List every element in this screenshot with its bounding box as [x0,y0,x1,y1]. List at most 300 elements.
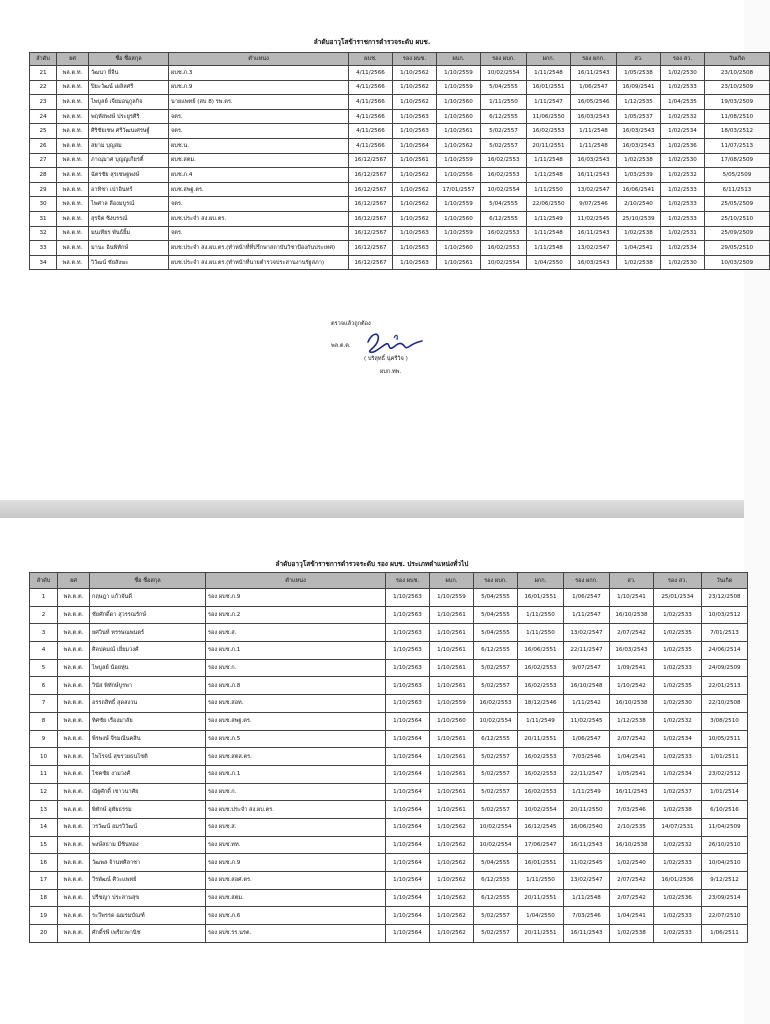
table-cell: 1/10/2564 [386,712,430,730]
table-cell: รอง ผบช.ภ.9 [206,854,386,872]
table-cell: 24 [30,109,57,124]
table-cell: 25/10/2510 [705,211,770,226]
table-cell: พล.ต.ต. [58,889,90,907]
table-cell: 3 [30,624,58,642]
table-cell: 1/04/2541 [617,241,661,256]
table-row [30,748,748,766]
table-cell: 1/10/2561 [430,642,474,660]
table-cell: 1/10/2563 [386,695,430,713]
table-cell: 16/06/2540 [564,818,610,836]
table-cell: ศิลปคมณ์ เยี่ยมวงศ์ [90,642,206,660]
table-cell: 29 [30,182,57,197]
table-cell: 1/10/2563 [393,226,437,241]
table-cell: 1/10/2560 [430,712,474,730]
table-cell: 16/11/2543 [610,783,654,801]
table-row [30,925,748,943]
table-cell: 23/02/2512 [702,765,748,783]
table-cell: มนเทียร พันธ์ยิ้ม [89,226,169,241]
table-cell: พล.ต.ท. [57,197,89,212]
table-cell: 16/11/2543 [571,66,617,81]
table-cell: 16/09/2541 [617,80,661,95]
table-row [30,872,748,890]
table-cell: 6/12/2555 [474,889,518,907]
table-row [30,255,770,270]
table-cell: 2/10/2540 [617,197,661,212]
table-cell: 1/10/2564 [386,925,430,943]
table-row [30,677,748,695]
table-cell: ผบช.ประจำ สง.ผบ.ตร. [169,211,349,226]
table-cell: 16/06/2541 [617,182,661,197]
table-cell: 1/02/2537 [654,783,702,801]
table-cell: 16/12/2545 [518,818,564,836]
table-cell: 1/02/2533 [654,854,702,872]
table-cell: 1/10/2559 [437,153,481,168]
table-cell: 28 [30,168,57,183]
table-cell: 2/10/2535 [610,818,654,836]
table-row [30,182,770,197]
table-cell: 11 [30,765,58,783]
column-header: ผบช. [349,53,393,66]
table-cell: 20/11/2551 [518,730,564,748]
table-cell: 1/10/2561 [430,765,474,783]
table-cell: 16/03/2543 [571,109,617,124]
table-cell: 8 [30,712,58,730]
table-cell: 1/10/2563 [393,241,437,256]
table-header-row [30,53,770,66]
table-cell: 16/10/2538 [610,695,654,713]
table-cell: 1/02/2533 [661,182,705,197]
table-cell: พล.ต.ท. [57,80,89,95]
table-cell: 24/09/2509 [702,659,748,677]
table-cell: 5/04/2555 [474,624,518,642]
table-cell: 34 [30,255,57,270]
table-cell: พีรพงษ์ จีรมณีนคสิน [90,730,206,748]
table-cell: 1/10/2559 [437,66,481,81]
table-cell: 24/06/2514 [702,642,748,660]
table-row [30,197,770,212]
table-cell: 25/09/2509 [705,226,770,241]
table-cell: ผบช.น. [169,138,349,153]
table-cell: พล.ต.ท. [57,211,89,226]
table-cell: 5/04/2555 [481,80,527,95]
table-cell: 16/03/2543 [571,153,617,168]
table-cell: 1/02/2535 [654,624,702,642]
table-cell: พล.ต.ต. [58,712,90,730]
table-row [30,589,748,607]
table-cell: 1/10/2564 [386,872,430,890]
table-cell: 29/05/2510 [705,241,770,256]
table-cell: 1/10/2564 [386,818,430,836]
table-cell: 4/11/2566 [349,138,393,153]
table-cell: 23/12/2508 [702,589,748,607]
table-cell: 5/02/2557 [474,925,518,943]
table-cell: 1/10/2564 [386,783,430,801]
table-cell: รอง ผบช.ภ.1 [206,765,386,783]
table-cell: 13 [30,801,58,819]
table-cell: 3/08/2510 [702,712,748,730]
table-cell: รอง ผบช.ภ.2 [206,606,386,624]
table-cell: 11/02/2545 [564,854,610,872]
signature-image [364,328,426,356]
table-cell: 31 [30,211,57,226]
table-row [30,712,748,730]
table-cell: 1/05/2538 [617,66,661,81]
table-cell: รอง ผบช.ภ.9 [206,589,386,607]
table-cell: พล.ต.ต. [58,836,90,854]
table-cell: สยาม บุญสม [89,138,169,153]
table-cell: 1/10/2563 [386,589,430,607]
table-cell: 1/11/2548 [527,241,571,256]
table-row [30,836,748,854]
table-cell: 16/02/2553 [481,226,527,241]
table-cell: 1/10/2564 [393,138,437,153]
table-cell: 1/01/2514 [702,783,748,801]
table-cell: ระวีพรรด ฌมรมบัณฑ์ [90,907,206,925]
table-cell: 11/08/2510 [705,109,770,124]
table-cell: พล.ต.ต. [58,925,90,943]
table-cell: 5/02/2557 [481,124,527,139]
table-cell: 1/10/2556 [437,168,481,183]
table-cell: 25/10/2539 [617,211,661,226]
table-cell: 1/02/2532 [654,836,702,854]
table-cell: 16/02/2553 [518,659,564,677]
table-cell: 10 [30,748,58,766]
table-cell: รอง ผบช.ภ.8 [206,677,386,695]
table-cell: พล.ต.ต. [58,801,90,819]
table-cell: 1/02/2533 [654,925,702,943]
table-cell: 1/02/2533 [654,748,702,766]
table-cell: พล.ต.ต. [58,589,90,607]
table-cell: รอง ผบช.สตม. [206,889,386,907]
table-cell: วิวัฒน์ ชัยสังฆะ [89,255,169,270]
table-cell: 1/10/2562 [430,818,474,836]
table-row [30,66,770,81]
table-cell: 1/10/2563 [393,255,437,270]
table-cell: 16/05/2546 [571,95,617,110]
table-row [30,241,770,256]
table-row [30,606,748,624]
table-cell: 1/10/2561 [430,730,474,748]
table-header-row [30,573,748,589]
table-cell: 5/05/2509 [705,168,770,183]
table-cell: 1/10/2562 [393,168,437,183]
table-cell: พล.ต.ท. [57,124,89,139]
table-cell: 22 [30,80,57,95]
table-cell: 1/02/2533 [661,197,705,212]
table-cell: พล.ต.ต. [58,748,90,766]
table-cell: 1/11/2548 [527,168,571,183]
table-cell: 4/11/2566 [349,80,393,95]
table-cell: 7/03/2546 [564,748,610,766]
table-cell: 1/02/2538 [610,925,654,943]
table-cell: ชัยศักดิ์ดา สุวรรณรักษ์ [90,606,206,624]
signer-position: ผบก.ทพ. [380,369,402,375]
table-cell: 2/07/2542 [610,872,654,890]
table-cell: 16/12/2567 [349,153,393,168]
table-cell: 1/10/2561 [437,124,481,139]
table-cell: 16/02/2553 [527,124,571,139]
table-cell: 20/11/2550 [564,801,610,819]
table-cell: 16/01/2536 [654,872,702,890]
table-cell: 16/11/2543 [571,226,617,241]
table-cell: ศิริชัยเชษ ศรีวัฒนเศรษฐ์ [89,124,169,139]
table-cell: 10/02/2554 [518,801,564,819]
table-cell: 4/11/2566 [349,109,393,124]
table-cell: 1/10/2561 [393,153,437,168]
table-cell: 1/05/2537 [617,109,661,124]
table-cell: 16/02/2553 [518,783,564,801]
table-cell: 26 [30,138,57,153]
column-header: ลำดับ [30,53,57,66]
table-cell: 1/11/2547 [564,606,610,624]
column-header: ยศ [57,53,89,66]
table-cell: ผบช.ภ.9 [169,80,349,95]
table-cell: 1/10/2563 [386,606,430,624]
column-header: ตำแหน่ง [206,573,386,589]
table-cell: 1/02/2534 [661,241,705,256]
table-cell: 5/02/2557 [474,801,518,819]
column-header: รอง ผกก. [571,53,617,66]
table-cell: 1/11/2548 [571,138,617,153]
table-cell: 22/11/2547 [564,642,610,660]
table-cell: 16 [30,854,58,872]
table-cell: 1/02/2538 [617,153,661,168]
table-cell: พล.ต.ต. [58,854,90,872]
column-header: วันเกิด [702,573,748,589]
table-cell: 9 [30,730,58,748]
table-cell: ภาณุมาศ บุญญเกียรติ์ [89,153,169,168]
table-cell: 1/02/2534 [654,765,702,783]
table-cell: 1/10/2561 [430,606,474,624]
table-cell: 1/02/2532 [654,712,702,730]
table-cell: 1/10/2564 [386,730,430,748]
table-cell: ผบช.ประจำ สง.ผบ.ตร.(ทำหน้าที่นายตำรวจประสานงานรัฐสภา) [169,255,349,270]
table-cell: 1/12/2538 [610,712,654,730]
table-cell: 10/02/2554 [474,712,518,730]
table-cell: 6/12/2555 [474,642,518,660]
column-header: รอง ผกก. [564,573,610,589]
table-cell: 16/03/2543 [571,255,617,270]
table-cell: 1/02/2535 [654,642,702,660]
table-cell: ไชคชัย งามวงศ์ [90,765,206,783]
table-cell: พล.ต.ท. [57,255,89,270]
table-cell: 30 [30,197,57,212]
table-cell: พล.ต.ท. [57,182,89,197]
table-cell: 1/04/2541 [610,748,654,766]
table-cell: 16/12/2567 [349,255,393,270]
table-cell: 20/11/2551 [518,889,564,907]
table-cell: 1/06/2547 [564,730,610,748]
table-cell: 1/04/2550 [527,255,571,270]
page-2-title: ลำดับอาวุโสข้าราชการตำรวจระดับ รอง ผบช. ประเภทตำแหน่งทั่วไป [275,560,469,568]
table-cell: 1/10/2563 [386,642,430,660]
table-cell: 10/02/2554 [481,255,527,270]
table-cell: 1/11/2550 [481,95,527,110]
table-cell: 11/04/2509 [702,818,748,836]
table-row [30,109,770,124]
table-cell: 1/02/2534 [661,124,705,139]
table-cell: 1/11/2549 [518,712,564,730]
table-cell: 1/10/2564 [386,765,430,783]
column-header: รอง ผบช. [393,53,437,66]
column-header: ผบก. [437,53,481,66]
table-cell: 1/10/2563 [386,677,430,695]
table-row [30,168,770,183]
table-cell: พล.ต.ท. [57,138,89,153]
table-cell: 22/07/2510 [702,907,748,925]
table-cell: 1/10/2563 [393,124,437,139]
table-cell: 14/07/2531 [654,818,702,836]
table-row [30,889,748,907]
table-cell: 1/06/2511 [702,925,748,943]
table-cell: 1/10/2561 [430,624,474,642]
table-cell: 16/12/2567 [349,241,393,256]
table-cell: พงษ์สธาม มีชินทอง [90,836,206,854]
table-cell: พล.ต.ต. [58,642,90,660]
column-header: ชื่อ ชื่อสกุล [89,53,169,66]
table-cell: 11/06/2550 [527,109,571,124]
seniority-table-commissioner [29,52,770,270]
table-cell: ผบช.ประจำ สง.ผบ.ตร.(ทำหน้าที่ที่ปรึกษาสถาบันวิชาป้องกันประเทศ) [169,241,349,256]
table-cell: 1/10/2561 [430,748,474,766]
table-cell: 1/09/2541 [610,659,654,677]
table-cell: 16/02/2553 [481,241,527,256]
table-cell: อาทิชา เปาอินทร์ [89,182,169,197]
table-cell: 1/10/2562 [393,211,437,226]
table-cell: 1/11/2550 [518,872,564,890]
table-cell: รอง ผบช.สอศ.ตร. [206,872,386,890]
table-cell: 18/12/2546 [518,695,564,713]
table-cell: 16/03/2543 [617,124,661,139]
table-cell: 1/10/2541 [610,589,654,607]
table-cell: 16/01/2551 [527,80,571,95]
table-cell: 1/03/2539 [617,168,661,183]
table-row [30,907,748,925]
table-cell: 25 [30,124,57,139]
table-cell: 10/04/2510 [702,854,748,872]
table-cell: รอง ผบช.ภ.1 [206,642,386,660]
table-cell: 1/01/2511 [702,748,748,766]
table-cell: 10/02/2554 [481,182,527,197]
table-cell: 23 [30,95,57,110]
table-cell: ผบช.สตม. [169,153,349,168]
table-cell: 18/03/2512 [705,124,770,139]
table-cell: 16/11/2543 [564,836,610,854]
table-cell: 26/10/2510 [702,836,748,854]
table-row [30,801,748,819]
table-cell: 5/02/2557 [474,907,518,925]
table-cell: 11/07/2513 [705,138,770,153]
table-cell: 1/11/2549 [527,211,571,226]
table-row [30,138,770,153]
table-cell: 7/03/2546 [610,801,654,819]
table-cell: 1/02/2530 [654,695,702,713]
table-cell: รอง ผบช.สพฐ.ตร. [206,712,386,730]
table-cell: 1/02/2533 [654,907,702,925]
table-cell: รอง ผบช.ก. [206,659,386,677]
table-cell: 1/10/2562 [430,889,474,907]
table-cell: 1/02/2538 [617,226,661,241]
table-cell: 5/02/2557 [474,677,518,695]
table-cell: พล.ต.ต. [58,695,90,713]
table-cell: รอง ผบช.สอท. [206,695,386,713]
table-cell: 22/11/2547 [564,765,610,783]
page-1-title: ลำดับอาวุโสข้าราชการตำรวจระดับ ผบช. [313,38,431,46]
table-cell: 4/11/2566 [349,124,393,139]
table-cell: 11/02/2545 [564,712,610,730]
table-cell: พิทักษ์ อุทัยธรรม [90,801,206,819]
table-cell: 16/10/2538 [610,836,654,854]
table-cell: 1/10/2561 [437,255,481,270]
table-row [30,818,748,836]
column-header: รอง ผบช. [386,573,430,589]
table-cell: มานะ อินพิทักษ์ [89,241,169,256]
table-cell: 2/07/2542 [610,730,654,748]
document-page-1 [0,0,754,500]
table-cell: 1/10/2564 [386,801,430,819]
column-header: ลำดับ [30,573,58,589]
table-cell: 10/03/2512 [702,606,748,624]
table-cell: พฤหัสพงษ์ ประยูรศิริ [89,109,169,124]
table-cell: 6/10/2516 [702,801,748,819]
table-cell: 6 [30,677,58,695]
table-row [30,642,748,660]
table-cell: รอง ผบช.ทท. [206,836,386,854]
table-cell: จตร. [169,226,349,241]
table-cell: 1/11/2548 [527,153,571,168]
table-cell: 6/12/2555 [474,872,518,890]
table-cell: ฉัตรชัย สุรเชษฐพงษ์ [89,168,169,183]
table-cell: 13/02/2547 [571,182,617,197]
table-cell: 1/10/2564 [386,907,430,925]
table-cell: 1/10/2561 [430,659,474,677]
table-cell: 16/03/2543 [610,642,654,660]
table-cell: 1/02/2533 [654,606,702,624]
table-cell: 7 [30,695,58,713]
table-cell: 14 [30,818,58,836]
table-cell: พล.ต.ท. [57,66,89,81]
table-cell: 10/02/2554 [481,66,527,81]
column-header: สว. [610,573,654,589]
table-cell: 16/02/2553 [481,153,527,168]
table-cell: 1/10/2562 [393,197,437,212]
table-cell: 16/01/2551 [518,854,564,872]
table-cell: 20/11/2551 [527,138,571,153]
table-cell: พล.ต.ท. [57,95,89,110]
table-row [30,211,770,226]
table-cell: 16/02/2553 [481,168,527,183]
table-cell: 22/01/2513 [702,677,748,695]
column-header: ชื่อ ชื่อสกุล [90,573,206,589]
table-cell: กฤษฎา แก้วจันดี [90,589,206,607]
table-cell: 1/02/2530 [661,255,705,270]
table-cell: ไพศาล ลีองมบูรณ์ [89,197,169,212]
table-cell: 1/10/2560 [437,211,481,226]
table-cell: ทิศชัย เรืองมาลัย [90,712,206,730]
table-cell: ผบช.สพฐ.ตร. [169,182,349,197]
table-cell: วรวัฒน์ อมรวิวัฒน์ [90,818,206,836]
table-cell: 1/10/2563 [386,624,430,642]
table-cell: 1/10/2562 [430,836,474,854]
table-row [30,854,748,872]
page-gap [0,500,744,518]
table-cell: 1/10/2563 [393,109,437,124]
table-cell: รอง ผบช.รร.นรต. [206,925,386,943]
table-cell: 17/01/2557 [437,182,481,197]
table-cell: พล.ต.ท. [57,241,89,256]
table-cell: 1/10/2562 [430,872,474,890]
table-row [30,624,748,642]
